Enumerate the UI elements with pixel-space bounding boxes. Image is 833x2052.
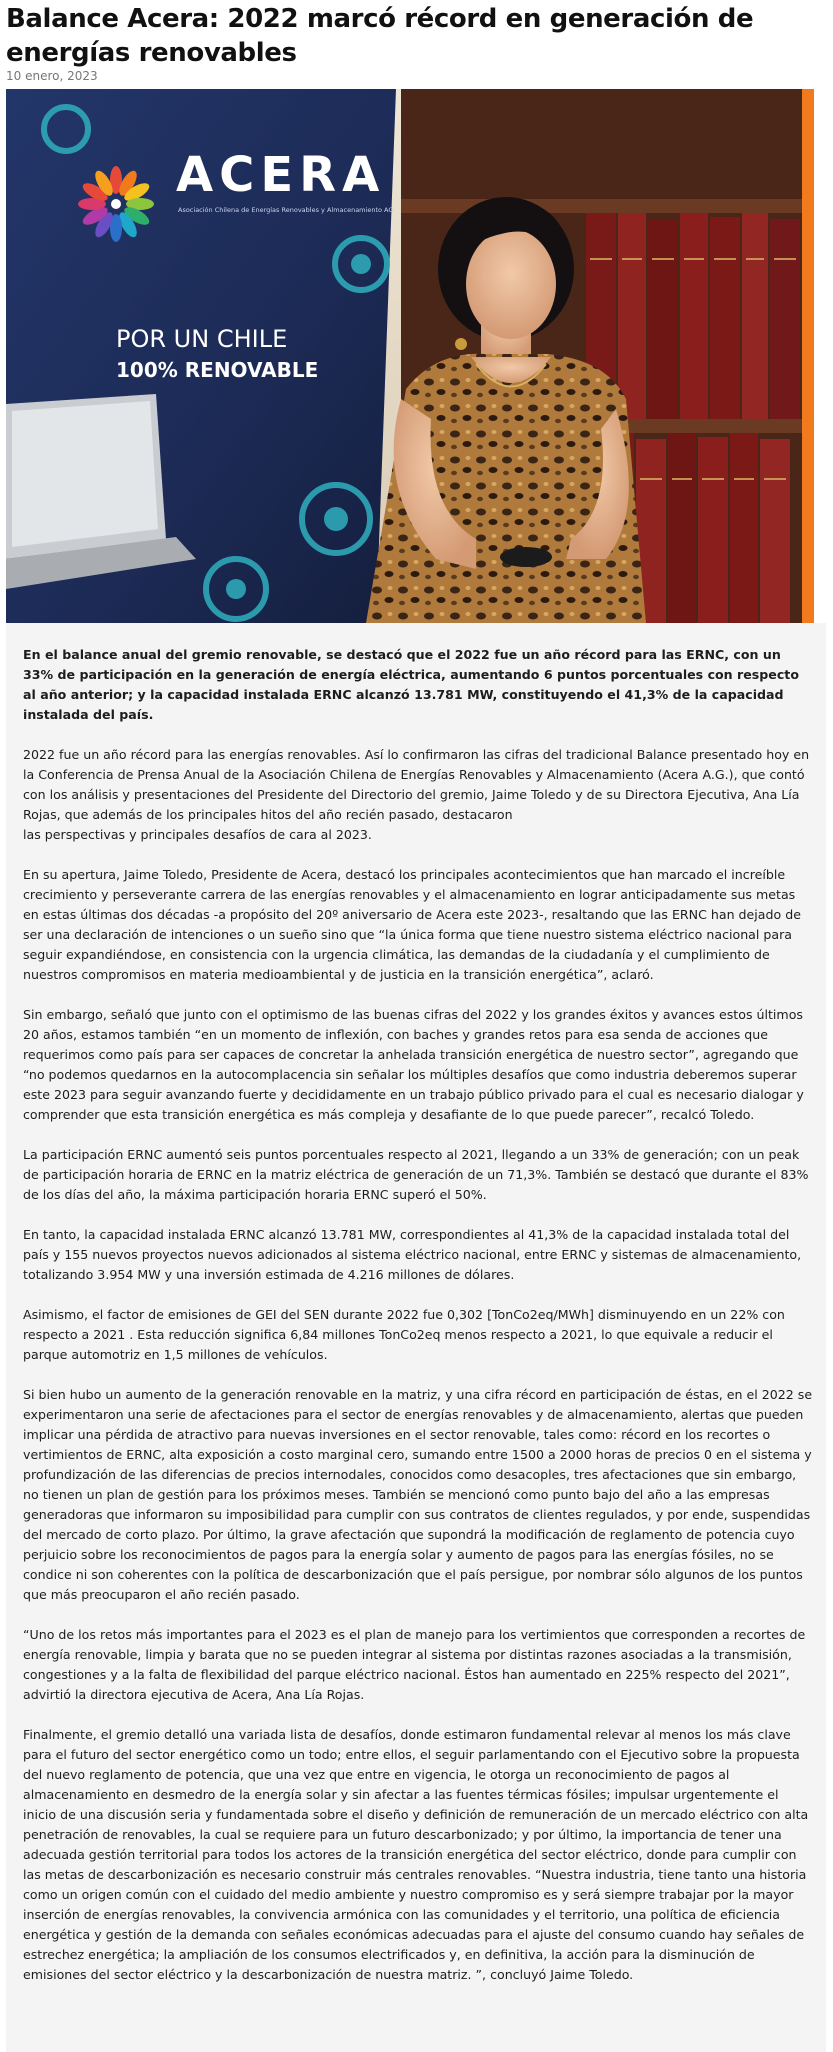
article-title: Balance Acera: 2022 marcó récord en generación de energías renovables <box>6 4 754 68</box>
paragraph-5: En tanto, la capacidad instalada ERNC alcanzó 13.781 MW, correspondientes al 41,3% de la capacidad instalada total del país y 155 nuevos proyectos nuevos adicionados al sistema eléctrico nacional, entre ERNC y sistemas de almacenamiento, totalizando 3.954 MW y una inversión estimada de 4.216 millones de dólares. <box>23 1227 802 1282</box>
banner-slogan-1: POR UN CHILE <box>116 325 288 353</box>
banner-subtitle: Asociación Chilena de Energías Renovables y Almacenamiento AG. <box>178 206 396 214</box>
banner-slogan-2: 100% RENOVABLE <box>116 358 319 382</box>
paragraph-4: La participación ERNC aumentó seis puntos porcentuales respecto al 2021, llegando a un 33% de generación; con un peak de participación horaria de ERNC en la matriz eléctrica de generación de un 71,3%. También se destacó que durante el 83% de los días del año, la máxima participación horaria ERNC superó el 50%. <box>23 1147 809 1202</box>
article-lead: En el balance anual del gremio renovable, se destacó que el 2022 fue un año récord para las ERNC, con un 33% de participación en la generación de energía eléctrica, aumentando 6 puntos porcentuales con respecto al año anterior; y la capacidad instalada ERNC alcanzó 13.781 MW, constituyendo el 41,3% de la capacidad instalada del país. <box>23 647 799 722</box>
hero-image <box>6 89 814 623</box>
paragraph-9: Finalmente, el gremio detalló una variada lista de desafíos, donde estimaron fundamental relevar al menos los más clave para el futuro del sector energético como un todo; entre ellos, el seguir parlamentando con el Ejecutivo sobre la propuesta del nuevo reglamento de potencia, que una vez que entre en vigencia, le otorga un reconocimiento de pagos al almacenamiento en desmedro de la energía solar y sin afectar a las fuentes térmicas fósiles; impulsar urgentemente el inicio de una discusión seria y fundamentada sobre el diseño y definición de remuneración de un mercado eléctrico con alta penetración de renovables, la cual se requiere para un futuro descarbonizado; y por último, la importancia de tener una adecuada gestión territorial para todos los actores de la transición energética del sector eléctrico, donde para cumplir con las metas de descarbonización es necesario construir más centrales renovables. “Nuestra industria, tiene tanto una historia como un origen común con el cuidado del medio ambiente y nuestro compromiso es y será siempre trabajar por la mayor inserción de energías renovables, la convivencia armónica con las comunidades y el territorio, una política de eficiencia energética y gestión de la demanda con señales económicas adecuadas para el ajuste del consumo cuando hay señales de estrechez energética; la ampliación de los consumos electrificados y, en definitiva, la acción para la disminución de emisiones del sector eléctrico y la descarbonización de nuestra matriz. ”, concluyó Jaime Toledo. <box>23 1727 809 1982</box>
banner-brand: ACERA <box>176 147 386 203</box>
publish-date: 10 enero, 2023 <box>6 69 98 83</box>
paragraph-6: Asimismo, el factor de emisiones de GEI del SEN durante 2022 fue 0,302 [TonCo2eq/MWh] disminuyendo en un 22% con respecto a 2021 . Esta reducción significa 6,84 millones TonCo2eq menos respecto a 2021, lo que equivale a reducir el parque automotriz en 1,5 millones de vehículos. <box>23 1307 785 1362</box>
paragraph-1-part-b: las perspectivas y principales desafíos de cara al 2023. <box>23 827 372 842</box>
paragraph-7: Si bien hubo un aumento de la generación renovable en la matriz, y una cifra récord en participación de éstas, en el 2022 se experimentaron una serie de afectaciones para el sector de energías renovables y de almacenamiento, alertas que pueden implicar una pérdida de atractivo para nuevas inversiones en el sector renovable, tales como: récord en los recortes o vertimientos de ERNC, alta exposición a costo marginal cero, sumando entre 1500 a 2000 horas de precios 0 en el sistema y profundización de las diferencias de precios internodales, conocidos como desacoples, tres afectaciones que sin embargo, no tienen un plan de gestión para los próximos meses. También se mencionó como punto bajo del año a las empresas generadoras que informaron su imposibilidad para cumplir con sus contratos de clientes regulados, y por ende, suspendidas del mercado de corto plazo. Por último, la grave afectación que supondrá la modificación de reglamento de potencia cuyo perjuicio sobre los reconocimientos de pagos para la energía solar y aumento de pagos para las energías fósiles, no se condice ni son coherentes con la política de descarbonización que el país persigue, por nombrar sólo algunos de los puntos que más preocuparon el año recién pasado. <box>23 1387 813 1602</box>
paragraph-8: “Uno de los retos más importantes para el 2023 es el plan de manejo para los vertimientos que corresponden a recortes de energía renovable, limpia y barata que no se pueden integrar al sistema por distintas razones asociadas a la transmisión, congestiones y a la falta de flexibilidad del parque eléctrico nacional. Éstos han aumentado en 225% respecto del 2021”, advirtió la directora ejecutiva de Acera, Ana Lía Rojas. <box>23 1627 806 1702</box>
paragraph-1 <box>23 745 813 845</box>
paragraph-3: Sin embargo, señaló que junto con el optimismo de las buenas cifras del 2022 y los grandes éxitos y avances estos últimos 20 años, estamos también “en un momento de inflexión, con baches y grandes retos para esa senda de acciones que requerimos como país para ser capaces de concretar la anhelada transición energética de nuestro sector”, agregando que “no podemos quedarnos en la autocomplacencia sin señalar los múltiples desafíos que como industria deberemos superar este 2023 para seguir avanzando fuerte y decididamente en un trabajo público privado para el cual es necesario dialogar y comprender que esta transición energética es más compleja y desafiante de lo que puede parecer”, recalcó Toledo. <box>23 1007 804 1122</box>
paragraph-2: En su apertura, Jaime Toledo, Presidente de Acera, destacó los principales acontecimientos que han marcado el increíble crecimiento y perseverante carrera de las energías renovables y el almacenamiento en lograr anticipadamente sus metas en estas últimas dos décadas -a propósito del 20º aniversario de Acera este 2023-, resaltando que las ERNC han dejado de ser una declaración de intenciones o un sueño sino que “la única forma que tiene nuestro sistema eléctrico nacional para seguir expandiéndose, en consistencia con la urgencia climática, las demandas de la ciudadanía y el cumplimiento de nuestros compromisos en materia medioambiental y de justicia en la transición energética”, aclaró. <box>23 867 801 982</box>
paragraph-1-part-a: 2022 fue un año récord para las energías renovables. Así lo confirmaron las cifras del tradicional Balance presentado hoy en la Conferencia de Prensa Anual de la Asociación Chilena de Energías Renovables y Almacenamiento (Acera A.G.), que contó con los análisis y presentaciones del Presidente del Directorio del gremio, Jaime Toledo y de su Directora Ejecutiva, Ana Lía Rojas, que además de los principales hitos del año recién pasado, destacaron <box>23 747 810 822</box>
article-body <box>6 623 826 2052</box>
